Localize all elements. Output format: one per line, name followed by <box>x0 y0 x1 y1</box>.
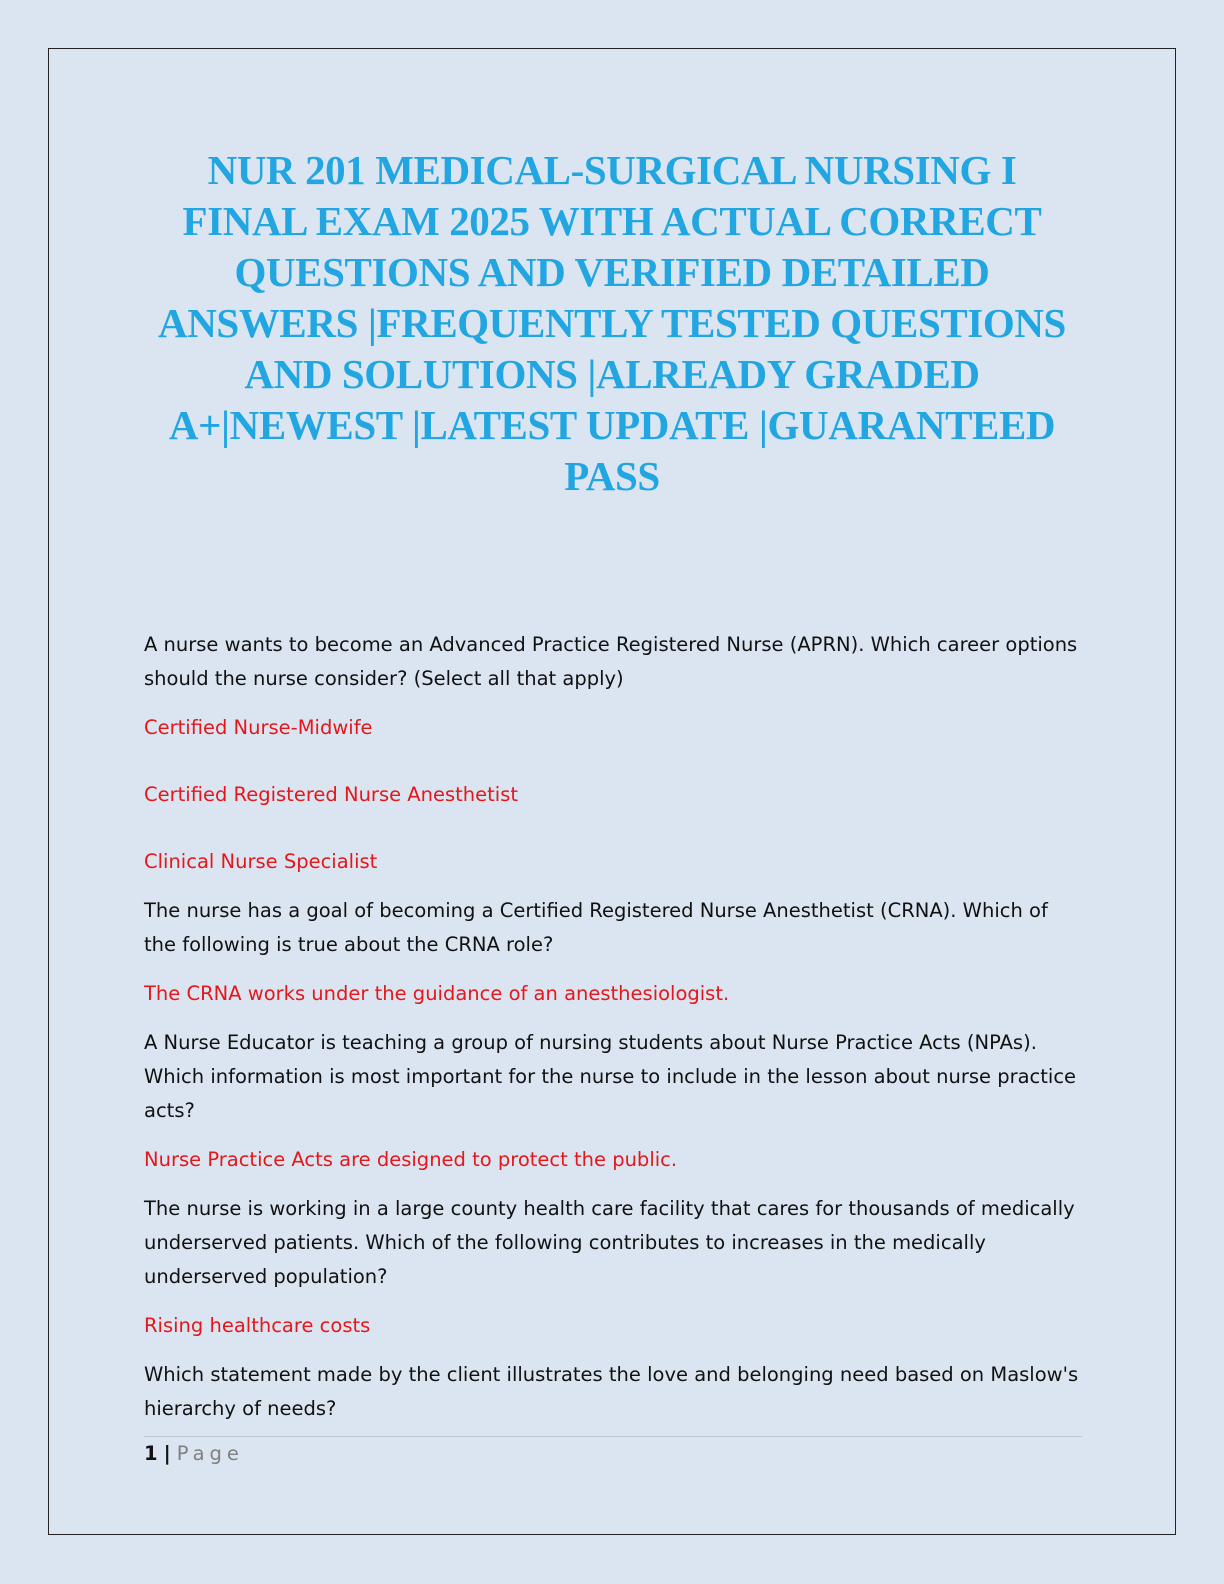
question-5: Which statement made by the client illustrates the love and belonging need based on Maslow's hierarchy of needs? <box>144 1363 1079 1420</box>
question-3: A Nurse Educator is teaching a group of nursing students about Nurse Practice Acts (NPAs). Which information is most important for the nurse to include in the lesson about nurse practice acts? <box>144 1031 1077 1122</box>
answer-1a: Certified Nurse-Midwife <box>144 716 373 739</box>
qa-content <box>144 628 1084 1441</box>
page-number: 1 <box>144 1442 158 1465</box>
answer-3: Nurse Practice Acts are designed to protect the public. <box>144 1148 678 1171</box>
answer-1b: Certified Registered Nurse Anesthetist <box>144 783 519 806</box>
answer-1c: Clinical Nurse Specialist <box>144 850 378 873</box>
question-4: The nurse is working in a large county health care facility that cares for thousands of medically underserved patients. Which of the following contributes to increases in the medically underserved population? <box>144 1197 1075 1288</box>
question-2: The nurse has a goal of becoming a Certified Registered Nurse Anesthetist (CRNA). Which of the following is true about the CRNA role? <box>144 899 1048 956</box>
page-footer <box>144 1441 244 1467</box>
answer-4: Rising healthcare costs <box>144 1314 371 1337</box>
question-1: A nurse wants to become an Advanced Practice Registered Nurse (APRN). Which career options should the nurse consider? (Select all that apply) <box>144 633 1078 690</box>
footer-separator: | <box>163 1442 171 1465</box>
page-label: Page <box>176 1442 244 1465</box>
answer-2: The CRNA works under the guidance of an anesthesiologist. <box>144 982 730 1005</box>
footer-rule <box>144 1436 1082 1437</box>
document-title: NUR 201 MEDICAL-SURGICAL NURSING I FINAL EXAM 2025 WITH ACTUAL CORRECT QUESTIONS AND VERIFIED DETAILED ANSWERS |FREQUENTLY TESTED QUESTIONS AND SOLUTIONS |ALREADY GRADED A+|NEWEST |LATEST UPDATE |GUARANTEED PASS <box>158 147 1066 499</box>
